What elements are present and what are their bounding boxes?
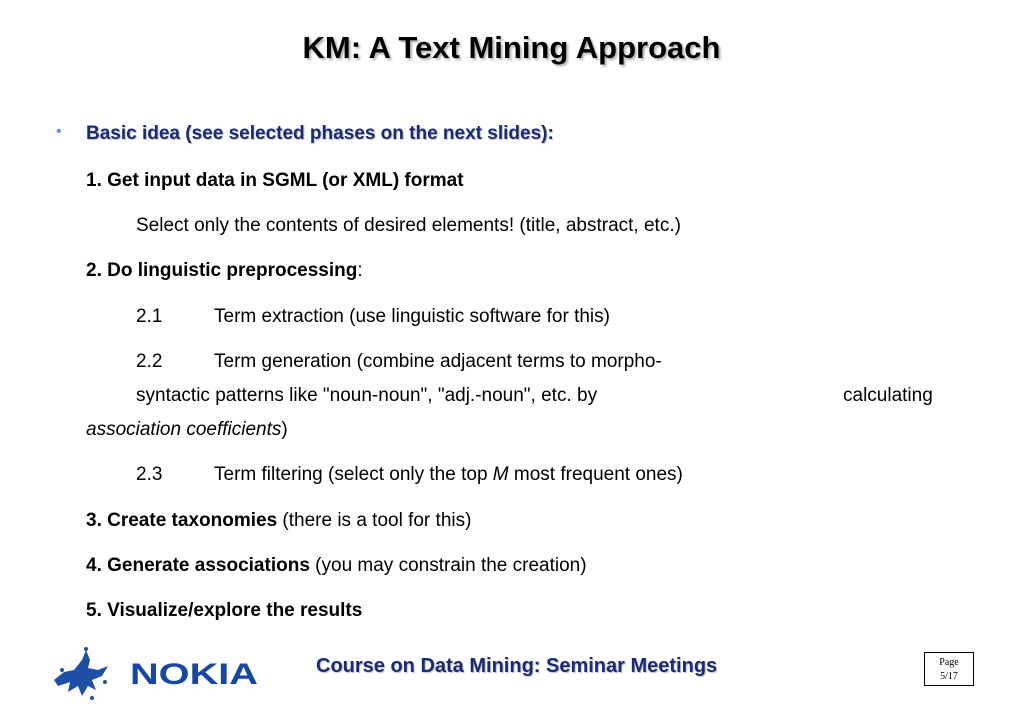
bullet-icon: • — [56, 123, 62, 140]
step-3 — [86, 510, 471, 532]
page-indicator — [924, 652, 974, 686]
step-4-label: 4. Generate associations — [86, 555, 310, 576]
step-2-2 — [136, 351, 662, 373]
step-2-2-line2-end: calculating — [843, 385, 933, 406]
nokia-logo-text: NOKIA — [130, 658, 258, 688]
step-3-rest: (there is a tool for this) — [277, 510, 472, 531]
step-2-2-line3 — [86, 419, 288, 441]
step-2-colon: : — [357, 260, 363, 281]
step-1: 1. Get input data in SGML (or XML) format — [86, 170, 464, 191]
step-2-label: 2. Do linguistic preprocessing — [86, 260, 358, 281]
step-1-detail: Select only the contents of desired elements! (title, abstract, etc.) — [136, 215, 681, 236]
step-2-2-line1: Term generation (combine adjacent terms to morpho- — [214, 351, 662, 372]
slide-title: KM: A Text Mining Approach — [302, 30, 721, 65]
step-2 — [86, 260, 363, 282]
section-heading: Basic idea (see selected phases on the next slides): — [86, 123, 554, 144]
step-4-rest: (you may constrain the creation) — [309, 555, 587, 576]
step-2-3-m: M — [492, 464, 509, 485]
step-5: 5. Visualize/explore the results — [86, 600, 363, 621]
footer-course-title: Course on Data Mining: Seminar Meetings — [316, 655, 718, 677]
page-label: Page — [939, 657, 959, 668]
association-coefficients: association coefficients — [86, 419, 282, 440]
step-2-3-pre: Term filtering (select only the top — [214, 464, 493, 485]
step-2-3 — [136, 464, 683, 486]
step-2-1-number: 2.1 — [136, 306, 163, 327]
nokia-logo — [130, 658, 260, 688]
step-2-1-text: Term extraction (use linguistic software for this) — [214, 306, 610, 327]
step-2-2-close-paren: ) — [281, 419, 288, 440]
step-3-label: 3. Create taxonomies — [86, 510, 278, 531]
step-2-1 — [136, 306, 610, 328]
university-logo-icon — [48, 646, 110, 702]
step-2-3-number: 2.3 — [136, 464, 163, 485]
step-4 — [86, 555, 587, 577]
step-2-3-post: most frequent ones) — [508, 464, 683, 485]
page-number: 5/17 — [940, 671, 958, 682]
step-2-2-line2: syntactic patterns like "noun-noun", "adj.-noun", etc. by — [136, 385, 598, 406]
step-2-2-number: 2.2 — [136, 351, 163, 372]
